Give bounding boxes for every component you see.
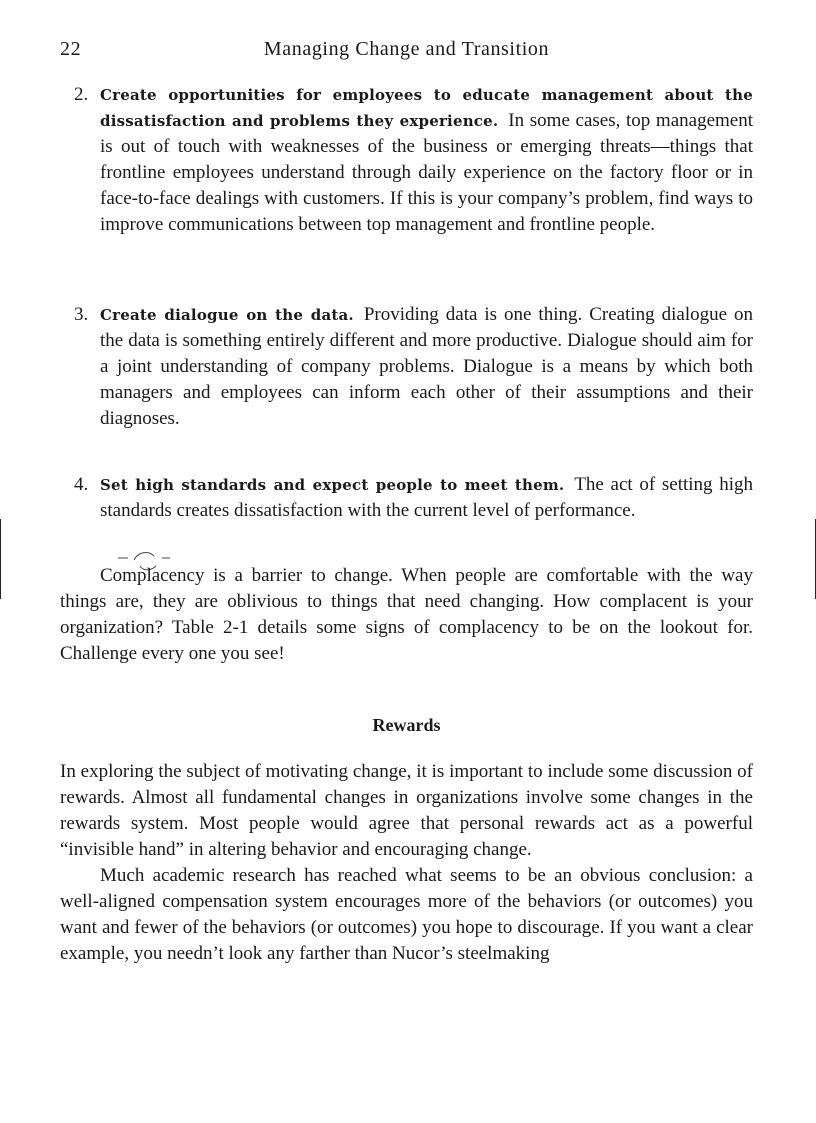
list-item <box>60 302 753 432</box>
list-item-lead: Create dialogue on the data. <box>100 306 354 324</box>
list-item-number: 4. <box>74 474 89 495</box>
left-edge-mark <box>0 519 1 599</box>
list-item-number: 2. <box>74 84 89 105</box>
section-heading: Rewards <box>372 715 441 735</box>
list-item <box>60 82 753 238</box>
running-head: Managing Change and Transition <box>263 38 550 60</box>
list-item-lead: Create opportunities for employees to educate management about the dissatisfaction and problems they experience. <box>100 86 753 130</box>
paragraph-rewards-intro: In exploring the subject of motivating change, it is important to include some discussion of rewards. Almost all fundamental changes in organizations involve some changes in the rewards system. Most people would agree that personal rewards act as a powerful “invisible hand” in altering behavior and encouraging change. <box>60 761 753 860</box>
list-item <box>60 472 753 524</box>
list-item-text: In some cases, top management is out of touch with weaknesses of the business or emerging threats—things that frontline employees understand through daily experience on the factory floor or in face-to-face dealings with customers. If this is your company’s problem, find ways to improve communications between top management and frontline people. <box>100 110 753 235</box>
page-header <box>60 38 753 64</box>
paragraph-rewards-research: Much academic research has reached what seems to be an obvious conclusion: a well-aligned compensation system encourages more of the behaviors (or outcomes) you want and fewer of the behaviors (or outcomes) you hope to discourage. If you want a clear example, you needn’t look any farther than Nucor’s steelmaking <box>60 865 753 964</box>
page-number: 22 <box>60 38 82 60</box>
list-item-lead: Set high standards and expect people to meet them. <box>100 476 565 494</box>
list-item-text: The act of setting high standards creates dissatisfaction with the current level of performance. <box>100 474 753 521</box>
list-item-number: 3. <box>74 304 89 325</box>
list-item-text: Providing data is one thing. Creating dialogue on the data is something entirely different and more productive. Dialogue should aim for a joint understanding of company problems. Dialogue is a means by which both managers and employees can inform each other of their assumptions and their diagnoses. <box>100 304 753 429</box>
paragraph-complacency: Complacency is a barrier to change. When people are comfortable with the way things are, they are oblivious to things that need changing. How complacent is your organization? Table 2-1 details some signs of complacency to be on the lookout for. Challenge every one you see! <box>60 565 753 664</box>
